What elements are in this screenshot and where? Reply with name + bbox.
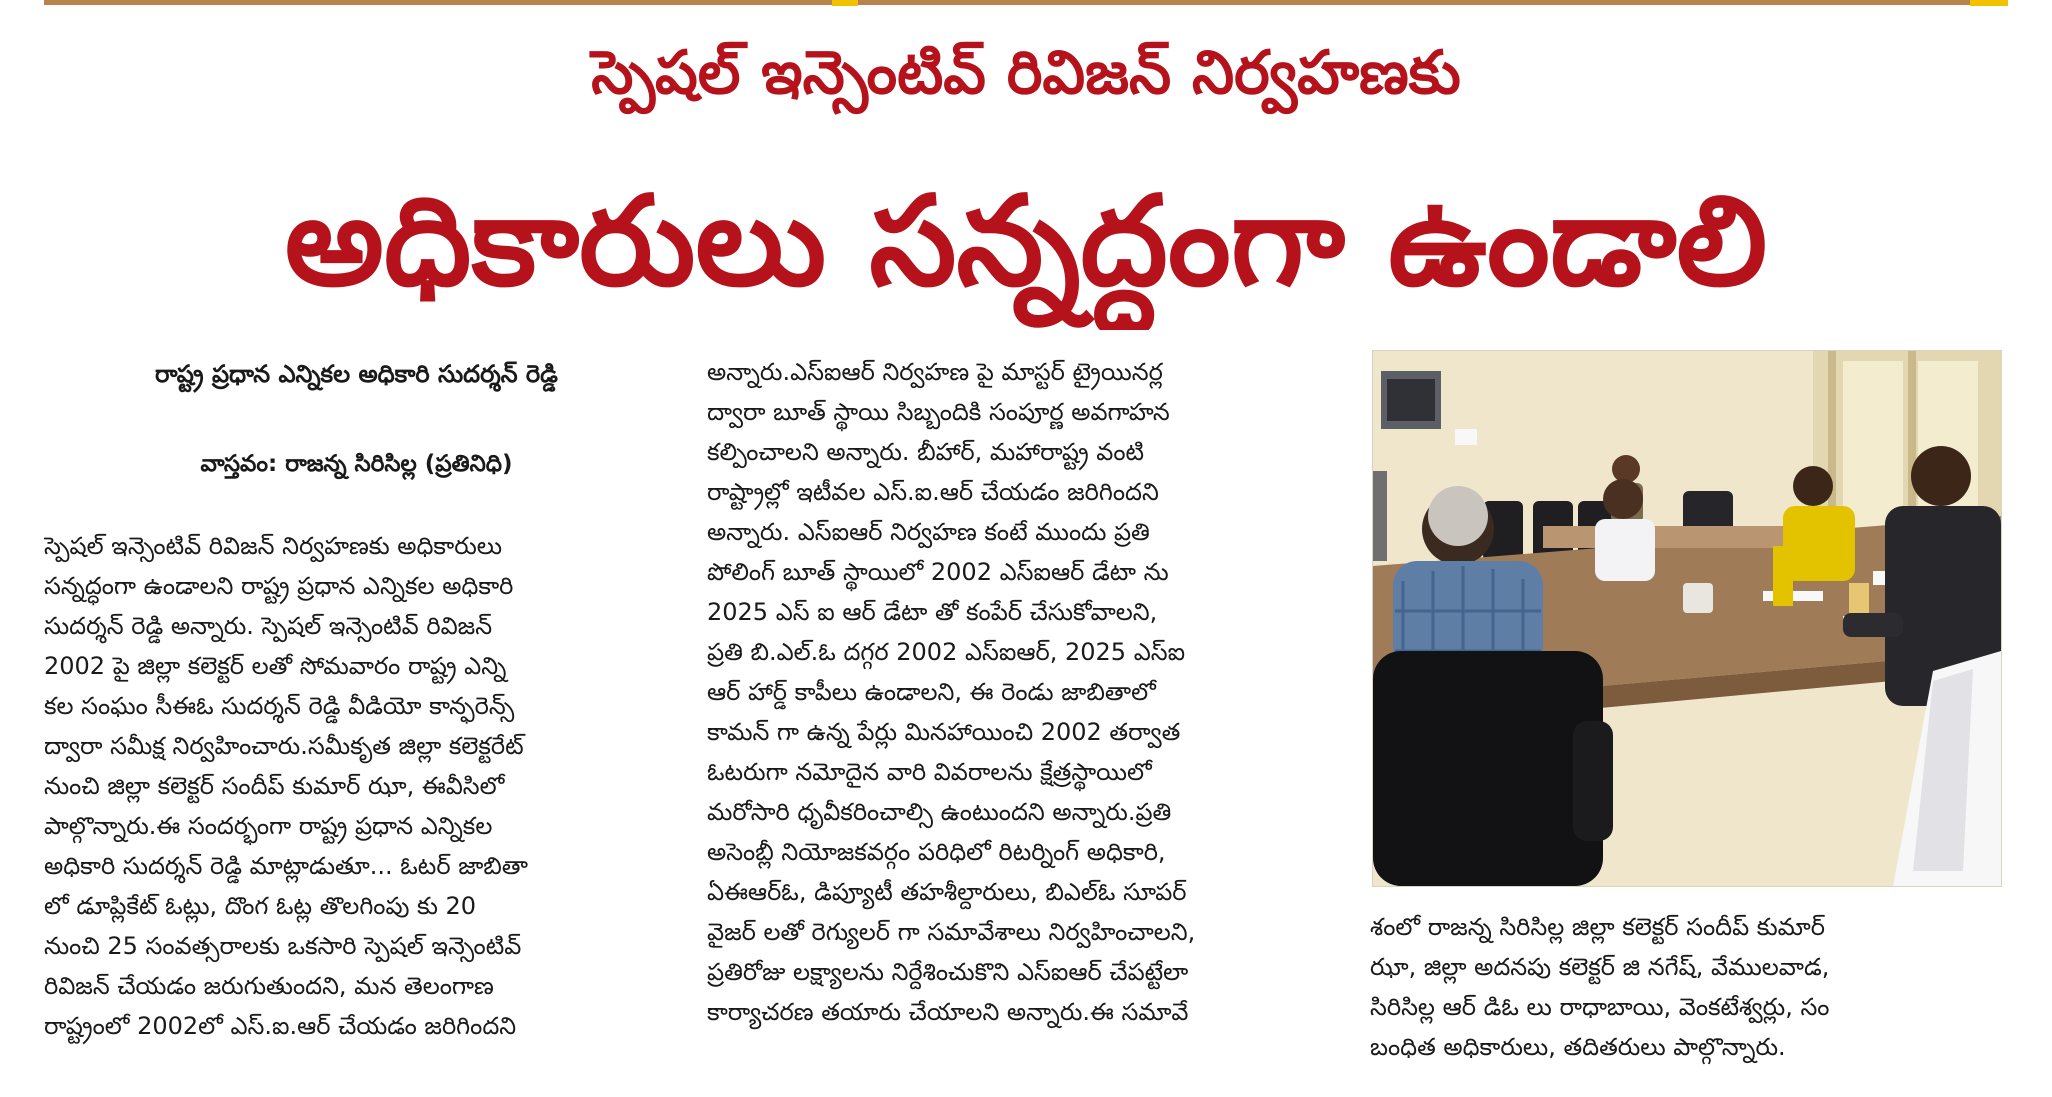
body-line: వైజర్ లతో రెగ్యులర్ గా సమావేశాలు నిర్వహించాలని,: [707, 918, 1196, 946]
dateline: వాస్తవం: రాజన్న సిరిసిల్ల (ప్రతినిధి): [200, 451, 513, 477]
body-line: సన్నద్ధంగా ఉండాలని రాష్ట్ర ప్రధాన ఎన్నికల అధికారి: [44, 572, 514, 600]
body-line: కల సంఘం సీఈఓ సుదర్శన్ రెడ్డి వీడియో కాన్ఫరెన్స్: [44, 692, 515, 720]
article-column-1: [44, 526, 669, 1046]
body-line: ద్వారా బూత్ స్థాయి సిబ్బందికి సంపూర్ణ అవగాహన: [707, 398, 1170, 426]
body-line: కల్పించాలని అన్నారు. బీహార్, మహారాష్ట్ర వంటి: [707, 438, 1145, 466]
body-line: కామన్ గా ఉన్న పేర్లు మినహాయించి 2002 తర్వాత: [707, 718, 1181, 746]
body-line: పోలింగ్ బూత్ స్థాయిలో 2002 ఎస్ఐఆర్ డేటా ను: [707, 558, 1169, 586]
kicker: స్పెషల్ ఇన్సెంటివ్ రివిజన్ నిర్వహణకు: [591, 38, 1461, 108]
body-line: సుదర్శన్ రెడ్డి అన్నారు. స్పెషల్ ఇన్సెంటివ్ రివిజన్: [44, 612, 493, 640]
body-line: లో డూప్లికేట్ ఓట్లు, దొంగ ఓట్ల తొలగింపు కు 20: [44, 892, 477, 920]
body-line: ఏఈఆర్ఓ, డిప్యూటీ తహశీల్దారులు, బిఎల్ఓ సూపర్: [707, 878, 1187, 906]
article-column-2: [707, 352, 1307, 1032]
body-line: 2025 ఎస్ ఐ ఆర్ డేటా తో కంపేర్ చేసుకోవాలని,: [707, 598, 1158, 626]
body-line: 2002 పై జిల్లా కలెక్టర్ లతో సోమవారం రాష్ట్ర ఎన్ని: [44, 652, 507, 680]
article-column-3: [1370, 907, 1990, 1067]
top-rule-mark-right: [1970, 0, 2008, 6]
body-line: నుంచి 25 సంవత్సరాలకు ఒకసారి స్పెషల్ ఇన్సెంటివ్: [44, 932, 522, 960]
body-line: ద్వారా సమీక్ష నిర్వహించారు.సమీకృత జిల్లా కలెక్టరేట్: [44, 732, 524, 760]
body-line: నుంచి జిల్లా కలెక్టర్ సందీప్ కుమార్ ఝా, ఈవీసిలో: [44, 772, 505, 800]
body-line: ఓటరుగా నమోదైన వారి వివరాలను క్షేత్రస్థాయిలో: [707, 758, 1152, 786]
body-line: అసెంబ్లీ నియోజకవర్గం పరిధిలో రిటర్నింగ్ అధికారి,: [707, 838, 1166, 866]
top-rule: [44, 0, 2008, 5]
meeting-photo: [1372, 350, 2002, 887]
body-line: ప్రతి బి.ఎల్.ఓ దగ్గర 2002 ఎస్ఐఆర్, 2025 ఎస్ఐ: [707, 638, 1186, 666]
body-line: ఆర్ హార్డ్ కాపీలు ఉండాలని, ఈ రెండు జాబితాలో: [707, 678, 1156, 706]
body-line: బంధిత అధికారులు, తదితరులు పాల్గొన్నారు.: [1370, 1033, 1786, 1061]
body-line: రివిజన్ చేయడం జరుగుతుందని, మన తెలంగాణ: [44, 972, 494, 1000]
subhead: రాష్ట్ర ప్రధాన ఎన్నికల అధికారి సుదర్శన్ రెడ్డి: [155, 360, 558, 388]
body-line: పాల్గొన్నారు.ఈ సందర్భంగా రాష్ట్ర ప్రధాన ఎన్నికల: [44, 812, 493, 840]
body-line: స్పెషల్ ఇన్సెంటివ్ రివిజన్ నిర్వహణకు అధికారులు: [44, 532, 503, 560]
body-line: సిరిసిల్ల ఆర్ డిఓ లు రాధాబాయి, వెంకటేశ్వర్లు, సం: [1370, 993, 1830, 1021]
body-line: ఝా, జిల్లా అదనపు కలెక్టర్ జి నగేష్, వేములవాడ,: [1370, 953, 1830, 981]
headline: అధికారులు సన్నద్ధంగా ఉండాలి: [284, 170, 1768, 314]
body-line: శంలో రాజన్న సిరిసిల్ల జిల్లా కలెక్టర్ సందీప్ కుమార్: [1370, 913, 1825, 941]
body-line: అన్నారు.ఎస్ఐఆర్ నిర్వహణ పై మాస్టర్ ట్రైయినర్ల: [707, 358, 1163, 386]
body-line: రాష్ట్రాల్లో ఇటీవల ఎస్.ఐ.ఆర్ చేయడం జరిగిందని: [707, 478, 1159, 506]
body-line: అధికారి సుదర్శన్ రెడ్డి మాట్లాడుతూ... ఓటర్ జాబితా: [44, 852, 529, 880]
body-line: ప్రతిరోజు లక్ష్యాలను నిర్దేశించుకొని ఎస్ఐఆర్ చేపట్టేలా: [707, 958, 1189, 986]
meeting-photo-illustration: [1373, 351, 2001, 886]
body-line: అన్నారు. ఎస్ఐఆర్ నిర్వహణ కంటే ముందు ప్రతి: [707, 518, 1150, 546]
top-rule-mark-left: [832, 0, 858, 6]
body-line: రాష్ట్రంలో 2002లో ఎస్.ఐ.ఆర్ చేయడం జరిగిందని: [44, 1012, 517, 1040]
body-line: మరోసారి ధృవీకరించాల్సి ఉంటుందని అన్నారు.ప్రతి: [707, 798, 1172, 826]
body-line: కార్యాచరణ తయారు చేయాలని అన్నారు.ఈ సమావే: [707, 998, 1189, 1026]
